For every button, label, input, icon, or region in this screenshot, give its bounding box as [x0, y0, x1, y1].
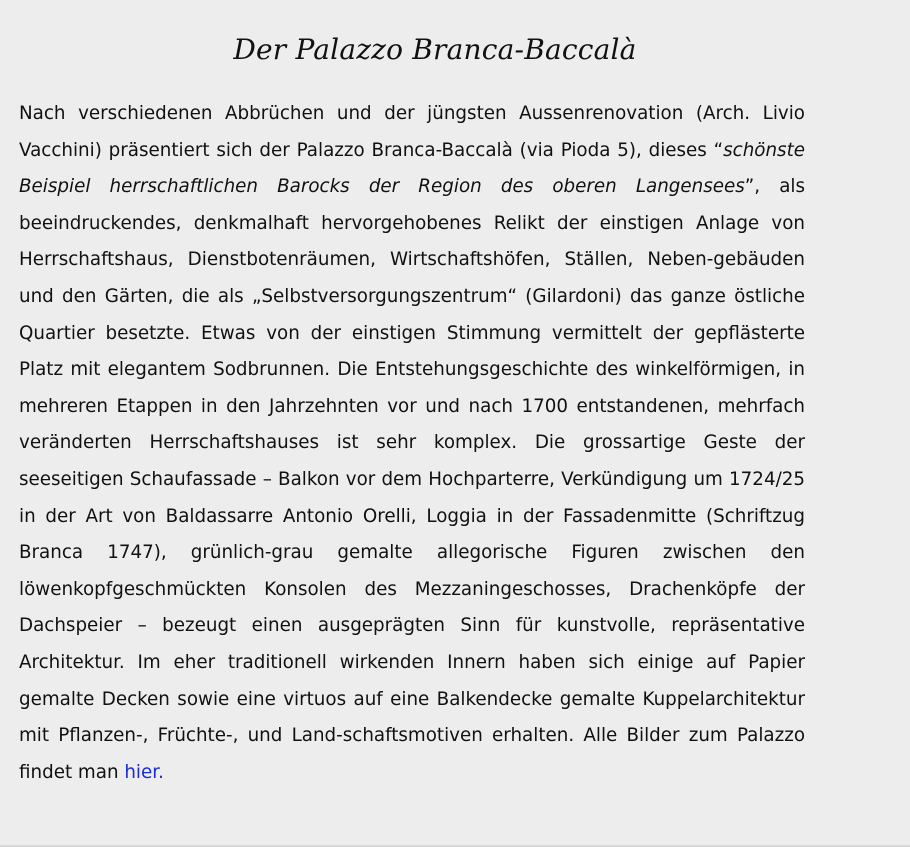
- paragraph-text-intro: Nach verschiedenen Abbrüchen und der jüngsten Aussenrenovation (Arch. Livio Vacchini) präsentiert sich der Palazzo Branca-Baccalà (via Pioda 5), dieses “: [19, 103, 805, 161]
- body-paragraph: [19, 96, 805, 791]
- page-title: Der Palazzo Branca-Baccalà: [233, 33, 637, 66]
- images-link[interactable]: hier.: [124, 761, 164, 783]
- paragraph-text-main: ”, als beeindruckendes, denkmalhaft hervorgehobenes Relikt der einstigen Anlage von Herrschaftshaus, Dienstbotenräumen, Wirtschaftshöfen, Ställen, Neben-gebäuden und den Gärten, die als „Selbstversorgungszentrum“ (Gilardoni) das ganze östliche Quartier besetzte. Etwas von der einstigen Stimmung vermittelt der gepflästerte Platz mit elegantem Sodbrunnen. Die Entstehungsgeschichte des winkelförmigen, in mehreren Etappen in den Jahrzehnten vor und nach 1700 entstandenen, mehrfach veränderten Herrschaftshauses ist sehr komplex. Die grossartige Geste der seeseitigen Schaufassade – Balkon vor dem Hochparterre, Verkündigung um 1724/25 in der Art von Baldassarre Antonio Orelli, Loggia in der Fassadenmitte (Schriftzug Branca 1747), grünlich-grau gemalte allegorische Figuren zwischen den löwenkopfgeschmückten Konsolen des Mezzaningeschosses, Drachenköpfe der Dachspeier – bezeugt einen ausgeprägten Sinn für kunstvolle, repräsentative Architektur. Im eher traditionell wirkenden Innern haben sich einige auf Papier gemalte Decken sowie eine virtuos auf eine Balkendecke gemalte Kuppelarchitektur mit Pflanzen-, Früchte-, und Land-schaftsmotiven erhalten.: [19, 176, 806, 747]
- paragraph-quote: schönste Beispiel herrschaftlichen Barocks der Region des oberen Langensees: [19, 139, 805, 198]
- paragraph-text-images: Alle Bilder zum Palazzo findet man: [19, 725, 806, 783]
